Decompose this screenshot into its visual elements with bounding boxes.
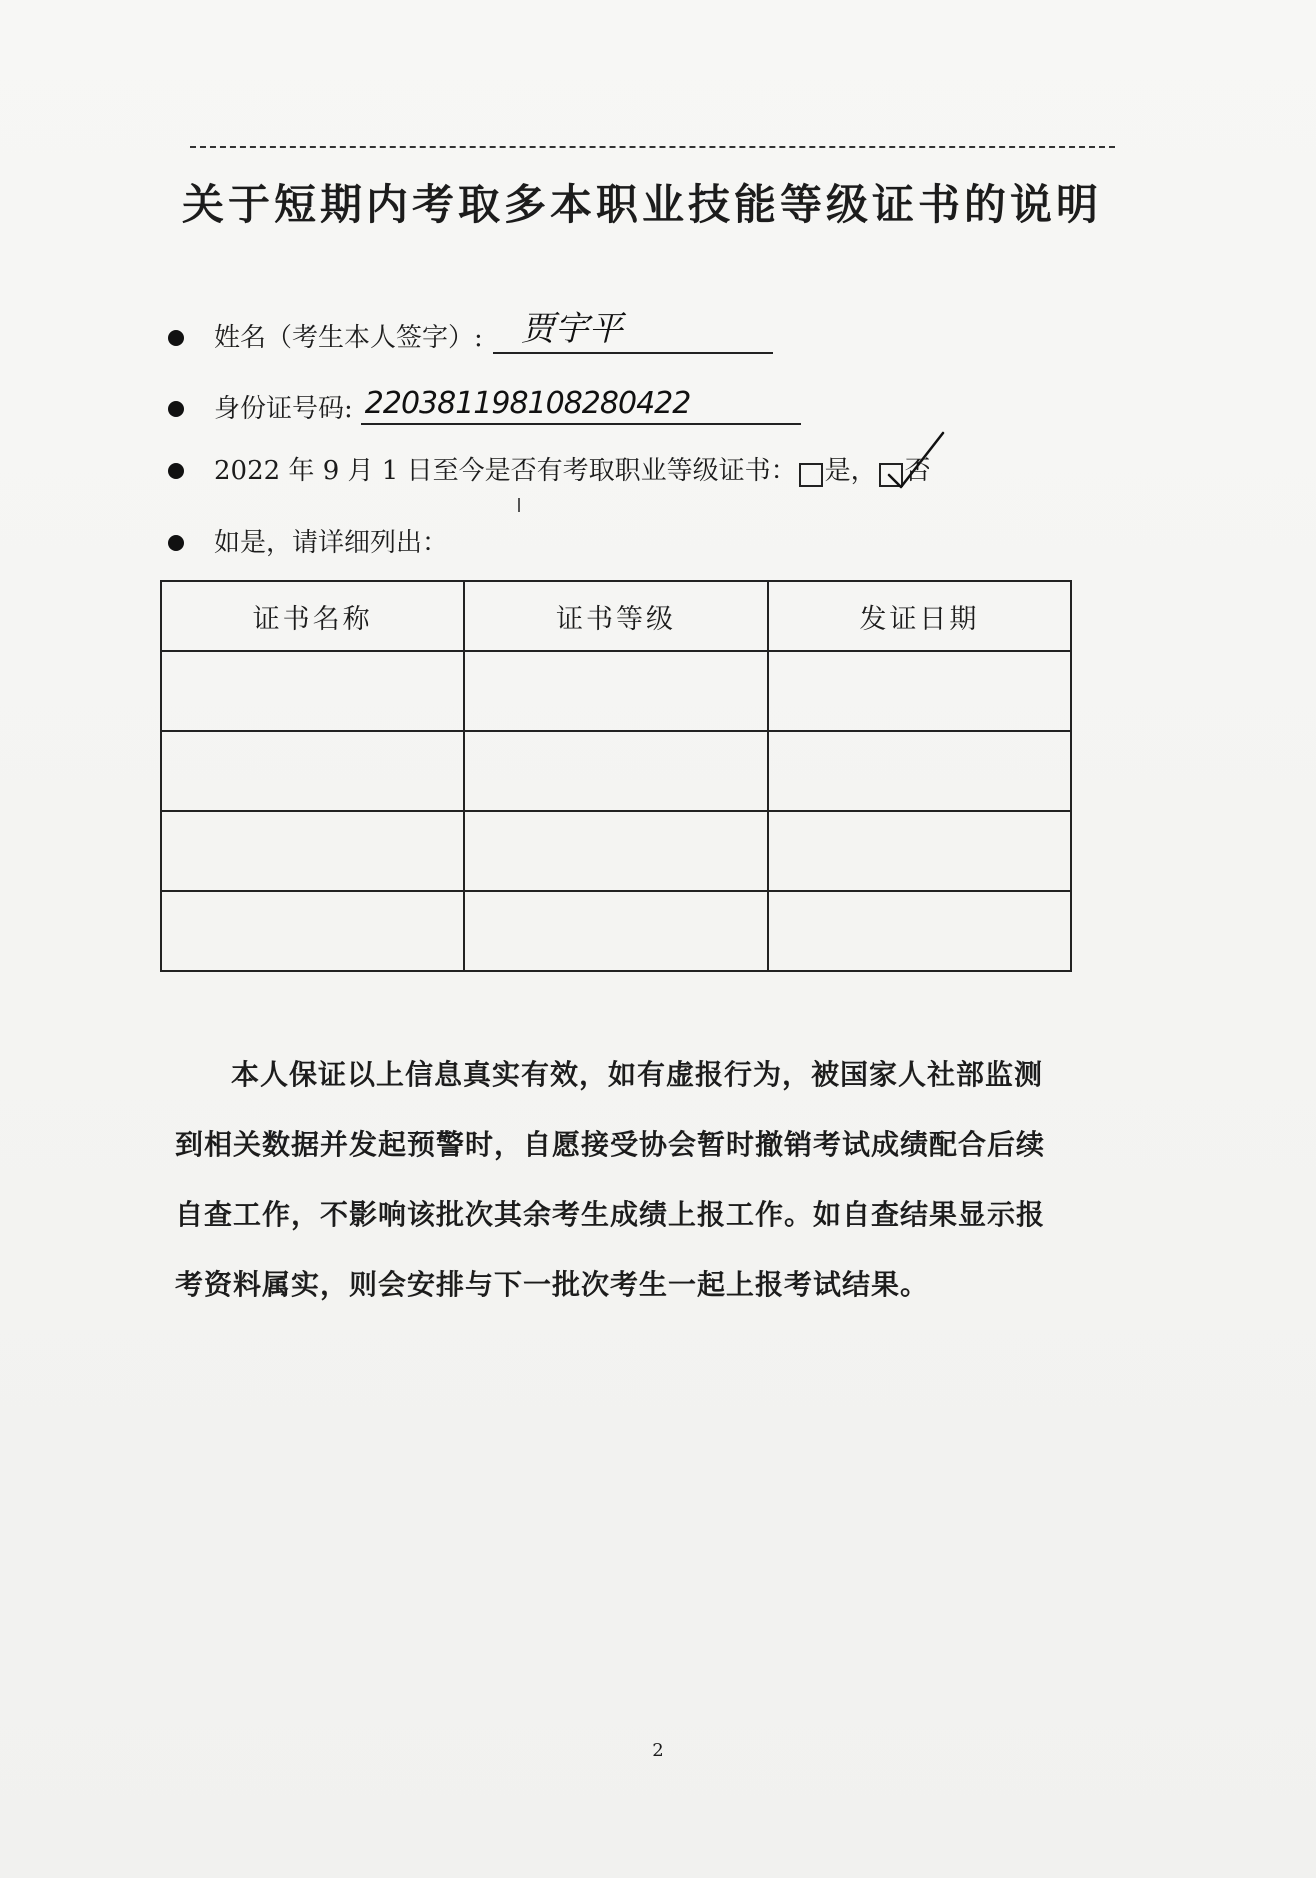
checkbox-yes[interactable] (799, 463, 823, 487)
table-cell[interactable] (768, 731, 1071, 811)
table-cell[interactable] (768, 811, 1071, 891)
table-row (161, 651, 1071, 731)
table-row (161, 731, 1071, 811)
header-cert-name: 证书名称 (161, 581, 464, 651)
table-cell[interactable] (464, 651, 767, 731)
name-row (168, 309, 773, 354)
table-row (161, 891, 1071, 971)
stray-mark (518, 498, 520, 512)
id-number: 220381198108280422 (364, 386, 691, 421)
table-cell[interactable] (161, 811, 464, 891)
id-number-field[interactable] (361, 383, 801, 425)
list-row (168, 522, 448, 559)
header-cert-level: 证书等级 (464, 581, 767, 651)
table-cell[interactable] (161, 731, 464, 811)
dashed-divider (190, 146, 1115, 148)
name-signature: 贾宇平 (520, 309, 623, 349)
table-cell[interactable] (161, 651, 464, 731)
option-yes-label: 是， (824, 456, 877, 486)
question-text: 2022 年 9 月 1 日至今是否有考取职业等级证书： (214, 456, 797, 486)
page-number: 2 (652, 1740, 664, 1761)
bullet-icon (168, 463, 184, 479)
table-cell[interactable] (768, 651, 1071, 731)
table-cell[interactable] (464, 891, 767, 971)
list-label: 如是，请详细列出： (214, 528, 449, 558)
question-row (168, 450, 931, 487)
option-no-label: 否 (904, 456, 931, 486)
id-row (168, 383, 801, 425)
bullet-icon (168, 535, 184, 551)
checkbox-no[interactable] (879, 463, 903, 487)
header-issue-date: 发证日期 (768, 581, 1071, 651)
bullet-icon (168, 330, 184, 346)
statement-paragraph: 本人保证以上信息真实有效，如有虚报行为，被国家人社部监测到相关数据并发起预警时，自愿接受协会暂时撤销考试成绩配合后续自查工作，不影响该批次其余考生成绩上报工作。如自查结果显示报考资料属实，则会安排与下一批次考生一起上报考试结果。 (175, 1058, 1046, 1301)
table-cell[interactable] (161, 891, 464, 971)
table-cell[interactable] (464, 731, 767, 811)
id-label: 身份证号码: (214, 394, 353, 424)
bullet-icon (168, 401, 184, 417)
document-title: 关于短期内考取多本职业技能等级证书的说明 (182, 180, 1103, 229)
certificate-table (160, 580, 1072, 972)
name-signature-field[interactable] (493, 309, 773, 354)
table-cell[interactable] (464, 811, 767, 891)
name-label: 姓名（考生本人签字）: (214, 323, 483, 353)
checkmark-icon (887, 431, 947, 491)
table-cell[interactable] (768, 891, 1071, 971)
table-row (161, 811, 1071, 891)
table-header-row (161, 581, 1071, 651)
